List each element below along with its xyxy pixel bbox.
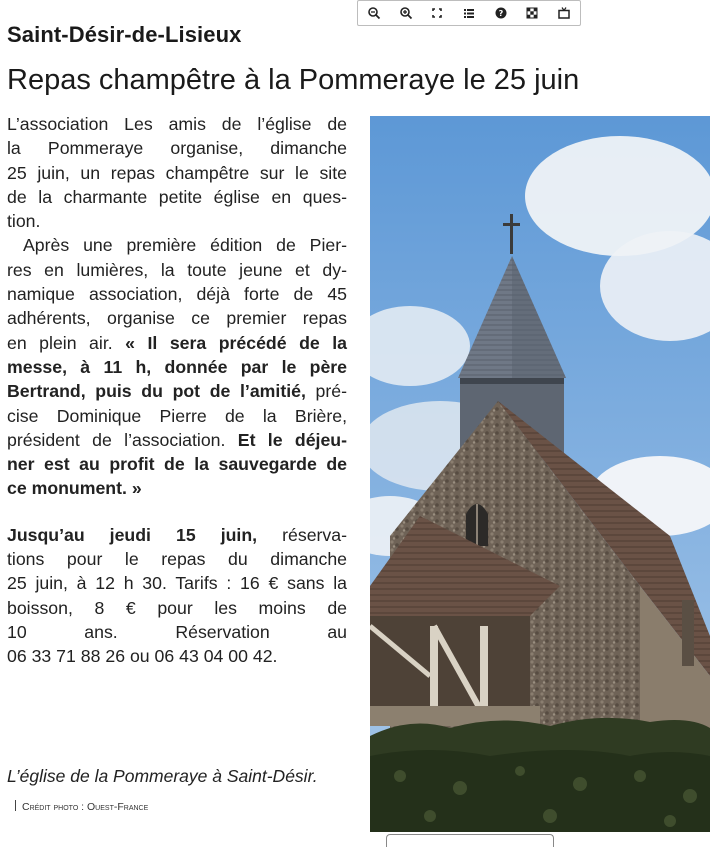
- quote-text: Bertrand, puis du pot de l’amitié,: [7, 381, 306, 402]
- photo-credit: [15, 800, 148, 813]
- body-line: tions pour le repas du dimanche: [7, 549, 347, 570]
- credit-text: Crédit photo : Ouest-France: [22, 801, 149, 813]
- article-headline: Repas champêtre à la Pommeraye le 25 juin: [7, 64, 580, 96]
- credit-divider: [15, 800, 16, 811]
- fullscreen-button[interactable]: [426, 2, 448, 24]
- quote-text: ce monument. »: [7, 478, 142, 499]
- help-icon: [494, 6, 508, 20]
- body-line: 25 juin, à 12 h 30. Tarifs : 16 € sans la: [7, 573, 347, 594]
- body-line: 10 ans. Réservation au: [7, 621, 347, 642]
- help-button[interactable]: [490, 2, 512, 24]
- body-line: [7, 452, 347, 476]
- body-text-span: en plein air.: [7, 332, 126, 353]
- date-highlight: Jusqu’au jeudi 15 juin,: [7, 524, 258, 545]
- list-icon: [462, 6, 476, 20]
- zoom-in-button[interactable]: [395, 2, 417, 24]
- quote-text: Et le déjeu-: [237, 429, 347, 450]
- body-text-span: pré-: [305, 381, 348, 402]
- body-line: de la charmante petite église en ques-: [7, 186, 347, 207]
- body-text-span: réserva-: [257, 524, 347, 545]
- tv-icon: [557, 6, 571, 20]
- paragraph-gap: [7, 501, 347, 523]
- bottom-tab[interactable]: [386, 834, 554, 847]
- checkered-button[interactable]: [521, 2, 543, 24]
- quote-text: messe, à 11 h, donnée par le père: [7, 356, 347, 377]
- body-line: Après une première édition de Pier-: [23, 235, 347, 256]
- body-line: res en lumières, la toute jeune et dy-: [7, 259, 347, 280]
- body-text-span: président de l’association.: [7, 429, 238, 450]
- body-line: [7, 331, 347, 355]
- zoom-out-button[interactable]: [363, 2, 385, 24]
- body-line: la Pommeraye organise, dimanche: [7, 138, 347, 159]
- body-line: [7, 476, 347, 500]
- checkered-icon: [525, 6, 539, 20]
- body-line: 06 33 71 88 26 ou 06 43 04 00 42.: [7, 646, 278, 667]
- tv-button[interactable]: [553, 2, 575, 24]
- church-photo: [370, 116, 710, 832]
- quote-text: « Il sera précédé de la: [125, 332, 347, 353]
- viewer-toolbar: [357, 0, 581, 26]
- body-line: [7, 523, 347, 547]
- article-location: Saint-Désir-de-Lisieux: [7, 22, 242, 47]
- list-button[interactable]: [458, 2, 480, 24]
- fullscreen-icon: [430, 6, 444, 20]
- church-illustration: [370, 116, 710, 832]
- body-line: 25 juin, un repas champêtre sur le site: [7, 162, 347, 183]
- body-line: namique association, déjà forte de 45: [7, 284, 347, 305]
- body-line: [7, 355, 347, 379]
- photo-caption: L’église de la Pommeraye à Saint-Désir.: [7, 766, 318, 786]
- body-line: [7, 379, 347, 403]
- body-line: cise Dominique Pierre de la Brière,: [7, 405, 347, 426]
- body-line: tion.: [7, 211, 41, 232]
- body-line: [7, 428, 347, 452]
- svg-text:?: ?: [498, 9, 503, 18]
- body-line: adhérents, organise ce premier repas: [7, 308, 347, 329]
- body-line: boisson, 8 € pour les moins de: [7, 597, 347, 618]
- zoom-in-icon: [399, 6, 413, 20]
- body-line: L’association Les amis de l’église de: [7, 114, 347, 134]
- zoom-out-icon: [367, 6, 381, 20]
- quote-text: ner est au profit de la sauvegarde de: [7, 454, 347, 475]
- article-body: [7, 112, 347, 669]
